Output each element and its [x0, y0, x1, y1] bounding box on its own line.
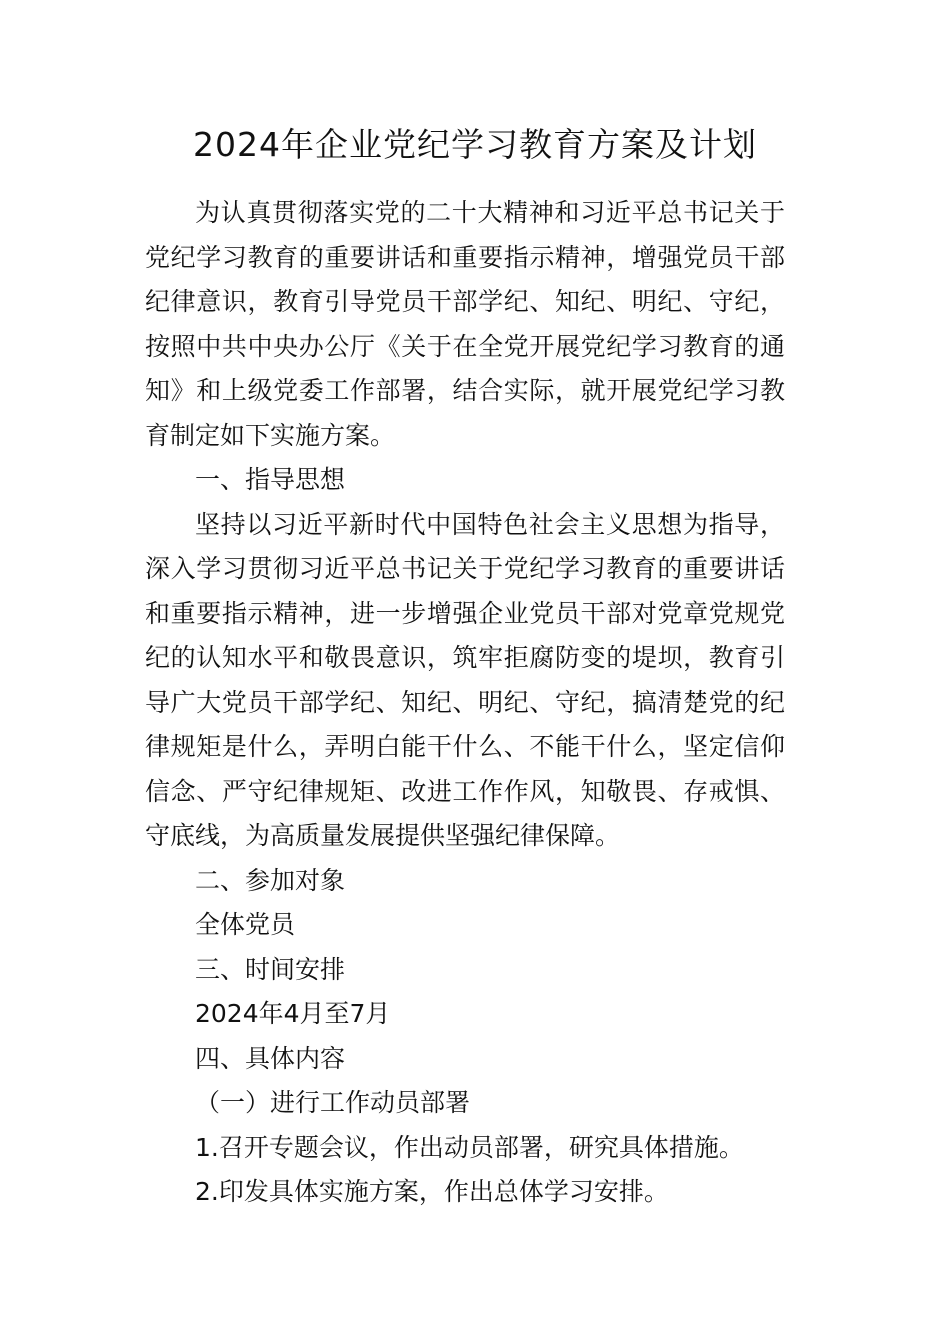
document-body: [145, 191, 785, 1215]
list-item: 2.印发具体实施方案，作出总体学习安排。: [195, 1177, 669, 1206]
section-heading-guiding-ideology: 一、指导思想: [195, 465, 346, 494]
intro-paragraph: 为认真贯彻落实党的二十大精神和习近平总书记关于党纪学习教育的重要讲话和重要指示精神，增强党员干部纪律意识，教育引导党员干部学纪、知纪、明纪、守纪，按照中共中央办公厅《关于在全党开展党纪学习教育的通知》和上级党委工作部署，结合实际，就开展党纪学习教育制定如下实施方案。: [145, 198, 785, 450]
guiding-ideology-paragraph: 坚持以习近平新时代中国特色社会主义思想为指导，深入学习贯彻习近平总书记关于党纪学习教育的重要讲话和重要指示精神，进一步增强企业党员干部对党章党规党纪的认知水平和敬畏意识，筑牢拒腐防变的堤坝，教育引导广大党员干部学纪、知纪、明纪、守纪，搞清楚党的纪律规矩是什么，弄明白能干什么、不能干什么，坚定信仰信念、严守纪律规矩、改进工作作风，知敬畏、存戒惧、守底线，为高质量发展提供坚强纪律保障。: [145, 509, 785, 850]
participants-paragraph: 全体党员: [195, 910, 296, 939]
document-title: 2024年企业党纪学习教育方案及计划: [193, 125, 757, 164]
section-heading-participants: 二、参加对象: [195, 865, 346, 895]
schedule-paragraph: 2024年4月至7月: [195, 999, 391, 1028]
subsection-heading-mobilization: （一）进行工作动员部署: [195, 1088, 471, 1117]
section-heading-content: 四、具体内容: [195, 1043, 346, 1073]
section-heading-schedule: 三、时间安排: [195, 954, 346, 984]
list-item: 1.召开专题会议，作出动员部署，研究具体措施。: [195, 1132, 744, 1162]
